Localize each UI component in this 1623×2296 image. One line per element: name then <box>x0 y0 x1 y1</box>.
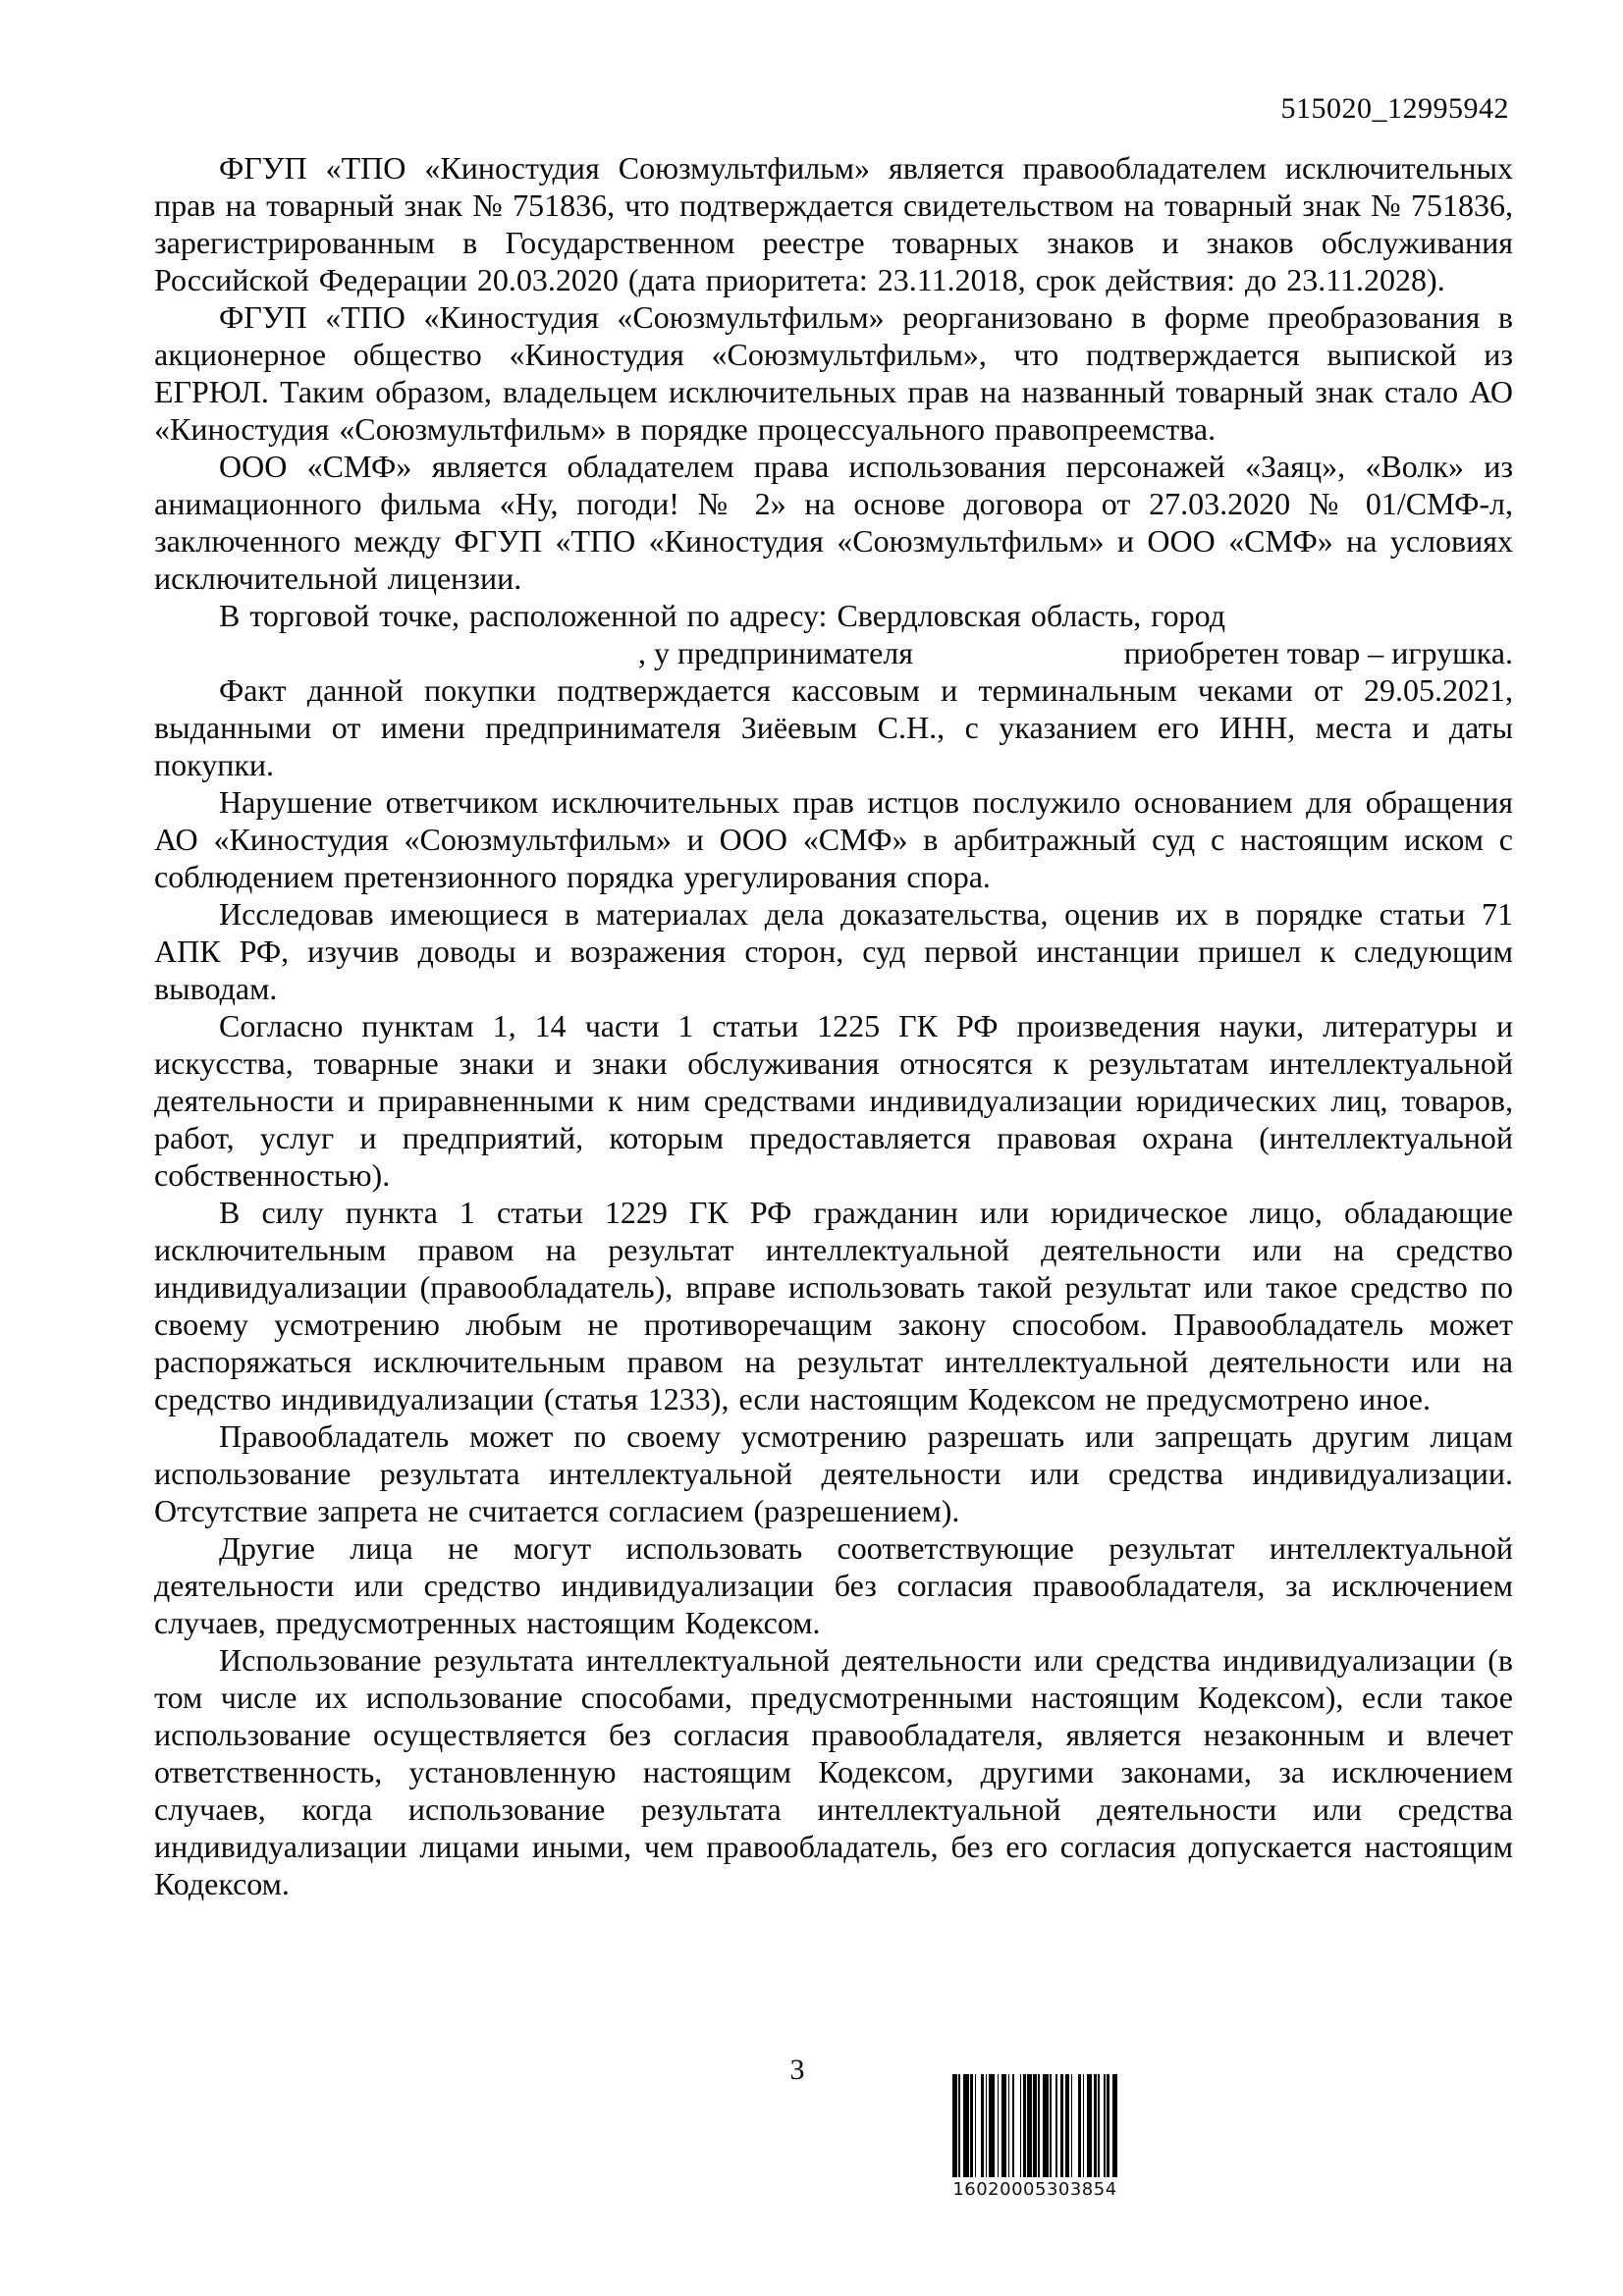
paragraph-violation-basis: Нарушение ответчиком исключительных прав истцов послужило основанием для обращения АО «Киностудия «Союзмультфильм» и ООО «СМФ» в арбитражный суд с настоящим иском с соблюдением претензионного порядка урегулирования спора. <box>154 784 1513 894</box>
paragraph-other-persons: Другие лица не могут использовать соответствующие результат интеллектуальной деятельности или средство индивидуализации без согласия правообладателя, за исключением случаев, предусмотренных настоящим Кодексом. <box>154 1530 1513 1640</box>
barcode-number: 16020005303854 <box>952 2179 1117 2200</box>
purchase-entrepreneur-segment: , у предпринимателя <box>638 635 913 670</box>
paragraph-purchase-redacted-line <box>154 634 1513 671</box>
paragraph-trademark-ownership: ФГУП «ТПО «Киностудия Союзмультфильм» является правообладателем исключительных прав на товарный знак № 751836, что подтверждается свидетельством на товарный знак № 751836, зарегистрированным в Государственном реестре товарных знаков и знаков обслуживания Российской Федерации 20.03.2020 (дата приоритета: 23.11.2018, срок действия: до 23.11.2028). <box>154 150 1513 297</box>
barcode-bars-icon <box>952 2074 1117 2177</box>
paragraph-purchase-address-line: В торговой точке, расположенной по адресу: Свердловская область, город <box>219 598 1225 633</box>
paragraph-rightholder-permission: Правообладатель может по своему усмотрению разрешать или запрещать другим лицам использование результата интеллектуальной деятельности или средства индивидуализации. Отсутствие запрета не считается согласием (разрешением). <box>154 1418 1513 1528</box>
page-number: 3 <box>789 2054 805 2086</box>
paragraph-article-1225: Согласно пунктам 1, 14 части 1 статьи 1225 ГК РФ произведения науки, литературы и искусства, товарные знаки и знаки обслуживания относятся к результатам интеллектуальной деятельности и приравненными к ним средствами индивидуализации юридических лиц, товаров, работ, услуг и предприятий, которым предоставляется правовая охрана (интеллектуальной собственностью). <box>154 1008 1513 1193</box>
paragraph-article-1229: В силу пункта 1 статьи 1229 ГК РФ гражданин или юридическое лицо, обладающие исключительным правом на результат интеллектуальной деятельности или на средство индивидуализации (правообладатель), вправе использовать такой результат или такое средство по своему усмотрению любым не противоречащим закону способом. Правообладатель может распоряжаться исключительным правом на результат интеллектуальной деятельности или на средство индивидуализации (статья 1233), если настоящим Кодексом не предусмотрено иное. <box>154 1195 1513 1416</box>
document-body <box>154 149 1513 1902</box>
paragraph-reorganization: ФГУП «ТПО «Киностудия «Союзмультфильм» реорганизовано в форме преобразования в акционерное общество «Киностудия «Союзмультфильм», что подтверждается выпиской из ЕГРЮЛ. Таким образом, владельцем исключительных прав на названный товарный знак стало АО «Киностудия «Союзмультфильм» в порядке процессуального правопреемства. <box>154 299 1513 447</box>
paragraph-unlawful-use: Использование результата интеллектуальной деятельности или средства индивидуализации (в том числе их использование способами, предусмотренными настоящим Кодексом), если такое использование осуществляется без согласия правообладателя, является незаконным и влечет ответственность, установленную настоящим Кодексом, другими законами, за исключением случаев, когда использование результата интеллектуальной деятельности или средства индивидуализации лицами иными, чем правообладатель, без его согласия допускается настоящим Кодексом. <box>154 1642 1513 1901</box>
document-id: 515020_12995942 <box>1280 92 1509 125</box>
paragraph-court-review: Исследовав имеющиеся в материалах дела доказательства, оценив их в порядке статьи 71 АПК РФ, изучив доводы и возражения сторон, суд первой инстанции пришел к следующим выводам. <box>154 896 1513 1006</box>
purchase-item-segment: приобретен товар – игрушка. <box>1123 635 1513 670</box>
paragraph-purchase-proof: Факт данной покупки подтверждается кассовым и терминальным чеками от 29.05.2021, выданными от имени предпринимателя Зиёевым С.Н., с указанием его ИНН, места и даты покупки. <box>154 672 1513 782</box>
barcode <box>952 2074 1117 2200</box>
paragraph-license: ООО «СМФ» является обладателем права использования персонажей «Заяц», «Волк» из анимационного фильма «Ну, погоди! № 2» на основе договора от 27.03.2020 № 01/СМФ-л, заключенного между ФГУП «ТПО «Киностудия «Союзмультфильм» и ООО «СМФ» на условиях исключительной лицензии. <box>154 449 1513 596</box>
